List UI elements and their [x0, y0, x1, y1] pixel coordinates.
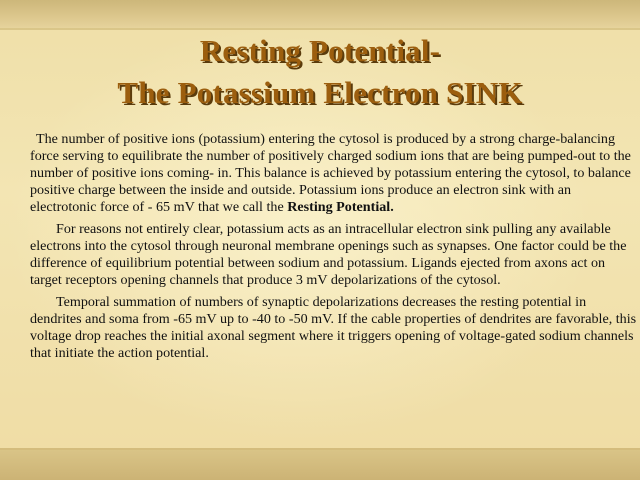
- paragraph-1: [30, 131, 638, 216]
- bottom-decorative-band: [0, 450, 640, 480]
- slide-body: [30, 131, 638, 367]
- slide-title: [20, 30, 620, 114]
- top-decorative-band: [0, 0, 640, 28]
- title-line-1: Resting Potential-: [199, 33, 441, 68]
- title-line-2: The Potassium Electron SINK: [117, 75, 523, 110]
- paragraph-3-text: Temporal summation of numbers of synaptic depolarizations decreases the resting potential in dendrites and soma from -65 mV up to -40 to -50 mV. If the cable properties of dendrites are favorable, this voltage drop reaches the initial axonal segment where it triggers opening of voltage-gated sodium channels that initiate the action potential.: [30, 294, 637, 361]
- paragraph-2-text: For reasons not entirely clear, potassium acts as an intracellular electron sink pulling any available electrons into the cytosol through neuronal membrane openings such as synapses. One factor could be the difference of equilibrium potential between sodium and potassium. Ligands ejected from axons act on target receptors opening channels that produce 3 mV depolarizations of the cytosol.: [30, 221, 627, 288]
- resting-potential-term: Resting Potential.: [287, 199, 394, 215]
- paragraph-2: [30, 221, 638, 289]
- paragraph-3: [30, 294, 638, 362]
- paragraph-1-text: The number of positive ions (potassium) entering the cytosol is produced by a strong charge-balancing force serving to equilibrate the number of positively charged sodium ions that are being pumped-out to the number of positive ions coming- in. This balance is achieved by potassium entering the cytosol, to balance positive charge between the inside and outside. Potassium ions produce an electron sink with an electrotonic force of - 65 mV that we call the: [30, 131, 631, 215]
